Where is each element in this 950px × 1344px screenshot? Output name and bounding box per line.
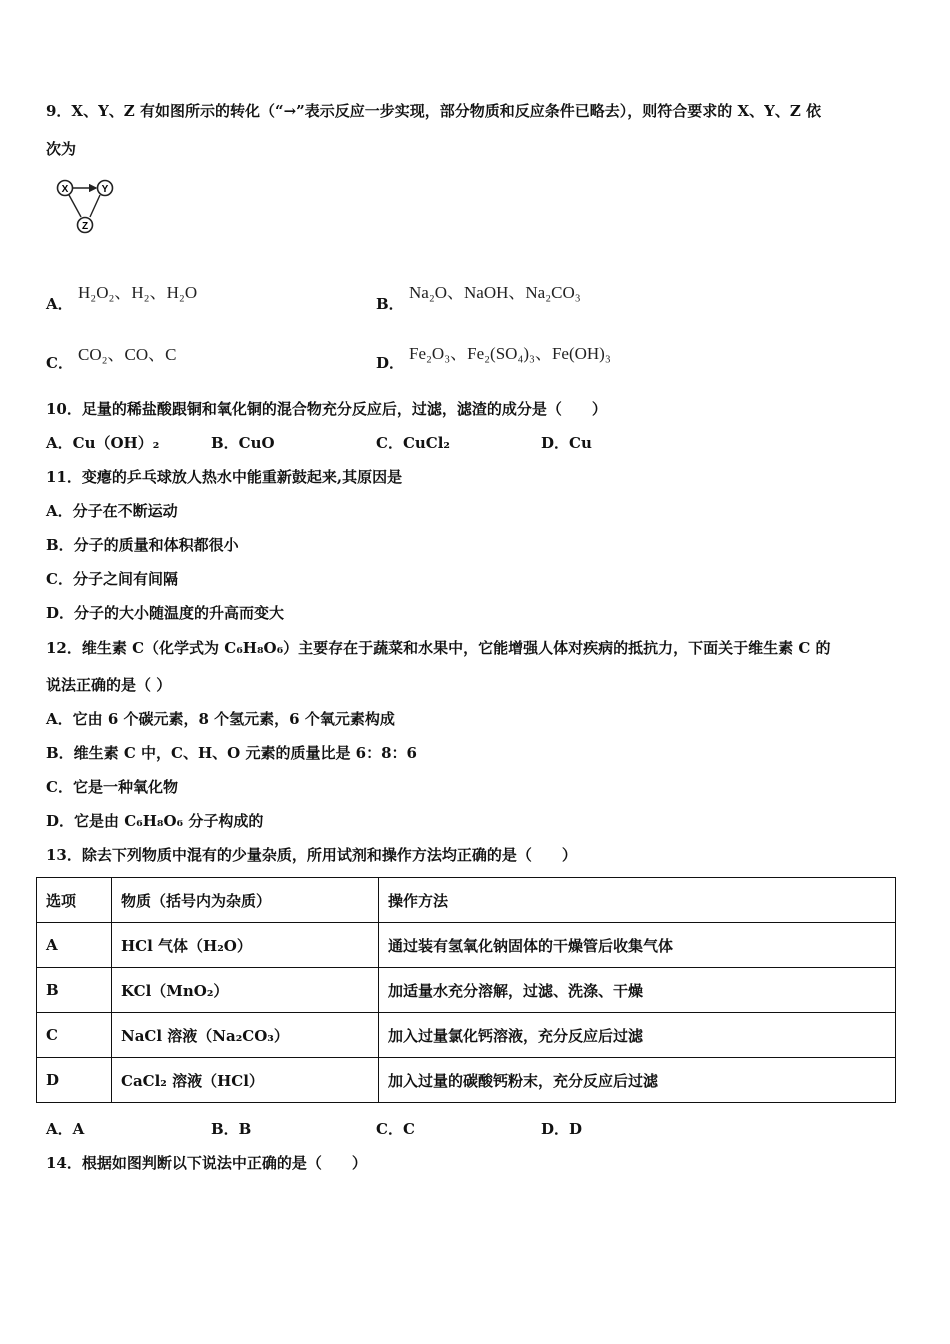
row-d-substance: CaCl₂ 溶液（HCl） <box>112 1058 379 1103</box>
row-d-option: D <box>37 1058 112 1103</box>
q13-stem: 13．除去下列物质中混有的少量杂质，所用试剂和操作方法均正确的是（ ） <box>46 846 577 864</box>
row-c-option: C <box>37 1013 112 1058</box>
q13-option-a: A．A <box>46 1120 85 1138</box>
table-header-row <box>37 878 896 923</box>
table-row <box>37 923 896 968</box>
header-substance: 物质（括号内为杂质） <box>112 878 379 923</box>
q12-option-b: B．维生素 C 中，C、H、O 元素的质量比是 6：8：6 <box>46 744 417 762</box>
q11-option-b: B．分子的质量和体积都很小 <box>46 536 239 554</box>
node-y-label: Y <box>101 184 109 195</box>
row-b-option: B <box>37 968 112 1013</box>
row-a-method: 通过装有氢氧化钠固体的干燥管后收集气体 <box>379 923 896 968</box>
header-option: 选项 <box>37 878 112 923</box>
q9-option-c-text: CO₂、CO、C <box>78 345 177 364</box>
q10-option-b: B．CuO <box>211 434 275 452</box>
q9-option-a-text: H₂O₂、H₂、H₂O <box>78 283 198 302</box>
row-c-substance: NaCl 溶液（Na₂CO₃） <box>112 1013 379 1058</box>
q13-option-c: C．C <box>376 1120 415 1138</box>
row-b-method: 加适量水充分溶解，过滤、洗涤、干燥 <box>379 968 896 1013</box>
q10-option-d: D．Cu <box>541 434 592 452</box>
q12-stem-line2: 说法正确的是（ ） <box>46 676 172 694</box>
q11-stem: 11．变瘪的乒乓球放人热水中能重新鼓起来,其原因是 <box>46 468 403 486</box>
q10-stem: 10．足量的稀盐酸跟铜和氧化铜的混合物充分反应后，过滤，滤渣的成分是（ ） <box>46 400 607 418</box>
q9-option-a-letter: A． <box>46 295 73 313</box>
q13-option-d: D．D <box>541 1120 583 1138</box>
q14-stem: 14．根据如图判断以下说法中正确的是（ ） <box>46 1154 367 1172</box>
line-x-z <box>69 195 81 217</box>
xyz-conversion-diagram <box>54 178 118 236</box>
row-b-substance: KCl（MnO₂） <box>112 968 379 1013</box>
q12-option-d: D．它是由 C₆H₈O₆ 分子构成的 <box>46 812 264 830</box>
q9-option-b-letter: B． <box>376 295 404 313</box>
node-z-label: Z <box>81 221 89 232</box>
row-a-substance: HCl 气体（H₂O） <box>112 923 379 968</box>
table-row <box>37 1013 896 1058</box>
q12-option-c: C．它是一种氧化物 <box>46 778 178 796</box>
q11-option-d: D．分子的大小随温度的升高而变大 <box>46 604 285 622</box>
q11-option-a: A．分子在不断运动 <box>46 502 178 520</box>
table-row <box>37 968 896 1013</box>
q9-stem-line2: 次为 <box>46 140 77 158</box>
q10-option-c: C．CuCl₂ <box>376 434 450 452</box>
q9-option-c-letter: C． <box>46 354 73 372</box>
q9-option-d-text: Fe₂O₃、Fe₂(SO₄)₃、Fe(OH)₃ <box>409 344 611 363</box>
row-c-method: 加入过量氯化钙溶液，充分反应后过滤 <box>379 1013 896 1058</box>
line-y-z <box>90 195 100 217</box>
q12-stem-line1: 12．维生素 C（化学式为 C₆H₈O₆）主要存在于蔬菜和水果中，它能增强人体对疾病的抵抗力，下面关于维生素 C 的 <box>46 639 831 657</box>
q13-option-b: B．B <box>211 1120 252 1138</box>
row-d-method: 加入过量的碳酸钙粉末，充分反应后过滤 <box>379 1058 896 1103</box>
q11-option-c: C．分子之间有间隔 <box>46 570 178 588</box>
q9-option-d-letter: D． <box>376 354 405 372</box>
q12-option-a: A．它由 6 个碳元素，8 个氢元素，6 个氧元素构成 <box>46 710 395 728</box>
q9-option-b-text: Na₂O、NaOH、Na₂CO₃ <box>409 283 581 302</box>
q10-option-a: A．Cu（OH）₂ <box>46 434 160 452</box>
q13-table <box>36 877 896 1103</box>
node-x-label: X <box>61 184 69 195</box>
q9-stem-line1: 9．X、Y、Z 有如图所示的转化（“→”表示反应一步实现，部分物质和反应条件已略去），则符合要求的 X、Y、Z 依 <box>46 102 822 120</box>
row-a-option: A <box>37 923 112 968</box>
table-row <box>37 1058 896 1103</box>
header-method: 操作方法 <box>379 878 896 923</box>
